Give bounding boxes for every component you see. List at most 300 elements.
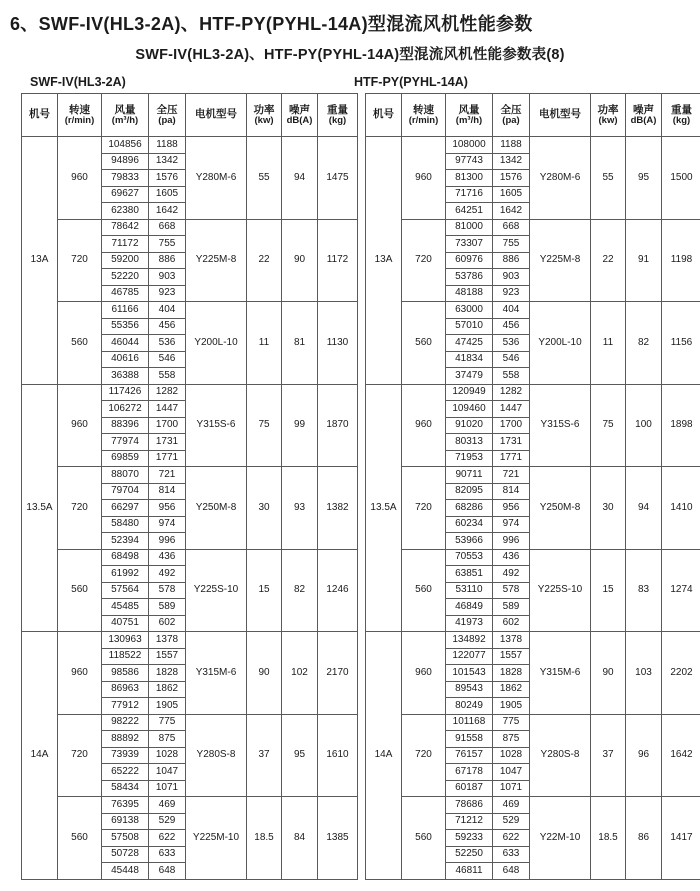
pressure-cell: 404 [493, 302, 530, 319]
col-header-weight-label: 重量 [671, 103, 692, 116]
col-header-speed-unit: (r/min) [408, 114, 439, 126]
airflow-cell: 60187 [446, 780, 493, 797]
weight-cell: 1417 [662, 797, 700, 880]
airflow-cell: 58480 [102, 516, 149, 533]
motor-cell: Y280M-6 [186, 137, 247, 220]
table-row [366, 797, 700, 814]
pressure-cell: 1731 [493, 434, 530, 451]
col-header-airflow-label: 风量 [458, 103, 480, 116]
speed-cell: 960 [402, 384, 446, 467]
pressure-cell: 875 [493, 731, 530, 748]
col-header-weight-label: 重量 [327, 103, 348, 116]
airflow-cell: 67178 [446, 764, 493, 781]
airflow-cell: 50728 [102, 846, 149, 863]
pressure-cell: 668 [149, 219, 186, 236]
model-cell: 13A [22, 137, 58, 385]
pressure-cell: 1828 [493, 665, 530, 682]
pressure-cell: 974 [493, 516, 530, 533]
pressure-cell: 1862 [493, 681, 530, 698]
speed-cell: 560 [402, 302, 446, 385]
model-cell: 13A [366, 137, 402, 385]
pressure-cell: 721 [493, 467, 530, 484]
power-cell: 55 [247, 137, 282, 220]
power-cell: 37 [247, 714, 282, 797]
motor-cell: Y200L-10 [186, 302, 247, 385]
airflow-cell: 88070 [102, 467, 149, 484]
col-header-noise-label: 噪声 [633, 103, 654, 116]
weight-cell: 1870 [318, 384, 358, 467]
pressure-cell: 1282 [493, 384, 530, 401]
noise-cell: 93 [282, 467, 318, 550]
pressure-cell: 1905 [149, 698, 186, 715]
airflow-cell: 53966 [446, 533, 493, 550]
table-row [22, 467, 358, 484]
pressure-cell: 436 [149, 549, 186, 566]
model-cell: 14A [22, 632, 58, 880]
airflow-cell: 62380 [102, 203, 149, 220]
power-cell: 18.5 [591, 797, 626, 880]
airflow-cell: 118522 [102, 648, 149, 665]
pressure-cell: 775 [493, 714, 530, 731]
airflow-cell: 46811 [446, 863, 493, 880]
pressure-cell: 648 [493, 863, 530, 880]
pressure-cell: 546 [149, 351, 186, 368]
airflow-cell: 94896 [102, 153, 149, 170]
table-row [22, 137, 358, 154]
airflow-cell: 46849 [446, 599, 493, 616]
pressure-cell: 721 [149, 467, 186, 484]
airflow-cell: 61166 [102, 302, 149, 319]
tables-container [21, 93, 693, 880]
col-header-pressure-label: 全压 [156, 103, 178, 116]
weight-cell: 1642 [662, 714, 700, 797]
header-row [22, 94, 358, 137]
pressure-cell: 1378 [149, 632, 186, 649]
weight-cell: 2170 [318, 632, 358, 715]
weight-cell: 1410 [662, 467, 700, 550]
pressure-cell: 529 [493, 813, 530, 830]
speed-cell: 560 [402, 797, 446, 880]
airflow-cell: 68286 [446, 500, 493, 517]
airflow-cell: 122077 [446, 648, 493, 665]
noise-cell: 99 [282, 384, 318, 467]
weight-cell: 2202 [662, 632, 700, 715]
airflow-cell: 41973 [446, 615, 493, 632]
pressure-cell: 886 [493, 252, 530, 269]
airflow-cell: 98222 [102, 714, 149, 731]
pressure-cell: 886 [149, 252, 186, 269]
airflow-cell: 88892 [102, 731, 149, 748]
pressure-cell: 1731 [149, 434, 186, 451]
airflow-cell: 52394 [102, 533, 149, 550]
weight-cell: 1130 [318, 302, 358, 385]
noise-cell: 84 [282, 797, 318, 880]
airflow-cell: 101543 [446, 665, 493, 682]
airflow-cell: 46785 [102, 285, 149, 302]
airflow-cell: 134892 [446, 632, 493, 649]
power-cell: 15 [591, 549, 626, 632]
col-header-airflow-label: 风量 [114, 103, 136, 116]
weight-cell: 1898 [662, 384, 700, 467]
pressure-cell: 546 [493, 351, 530, 368]
airflow-cell: 89543 [446, 681, 493, 698]
table-row [366, 219, 700, 236]
table-row [22, 714, 358, 731]
col-header-airflow-unit: (m³/h) [455, 114, 483, 126]
table-row [366, 467, 700, 484]
motor-cell: Y225S-10 [186, 549, 247, 632]
airflow-cell: 81300 [446, 170, 493, 187]
pressure-cell: 1700 [149, 417, 186, 434]
col-header-speed [402, 94, 446, 137]
airflow-cell: 80249 [446, 698, 493, 715]
motor-cell: Y315M-6 [530, 632, 591, 715]
airflow-cell: 77912 [102, 698, 149, 715]
airflow-cell: 80313 [446, 434, 493, 451]
table-row [366, 632, 700, 649]
table-row [22, 302, 358, 319]
airflow-cell: 57508 [102, 830, 149, 847]
col-header-motor-label: 电机型号 [195, 108, 237, 121]
col-header-speed [58, 94, 102, 137]
col-header-speed-unit: (r/min) [64, 114, 95, 126]
airflow-cell: 53110 [446, 582, 493, 599]
pressure-cell: 529 [149, 813, 186, 830]
motor-cell: Y22M-10 [530, 797, 591, 880]
airflow-cell: 71953 [446, 450, 493, 467]
table-row [22, 549, 358, 566]
airflow-cell: 120949 [446, 384, 493, 401]
power-cell: 22 [247, 219, 282, 302]
speed-cell: 720 [402, 219, 446, 302]
pressure-cell: 1071 [149, 780, 186, 797]
swf-iv-table [21, 93, 358, 880]
power-cell: 11 [591, 302, 626, 385]
col-header-pressure [493, 94, 530, 137]
pressure-cell: 875 [149, 731, 186, 748]
airflow-cell: 57010 [446, 318, 493, 335]
airflow-cell: 40616 [102, 351, 149, 368]
col-header-motor [186, 94, 247, 137]
weight-cell: 1610 [318, 714, 358, 797]
table-row [22, 219, 358, 236]
pressure-cell: 956 [493, 500, 530, 517]
pressure-cell: 622 [149, 830, 186, 847]
pressure-cell: 1828 [149, 665, 186, 682]
pressure-cell: 923 [493, 285, 530, 302]
pressure-cell: 404 [149, 302, 186, 319]
pressure-cell: 1771 [149, 450, 186, 467]
pressure-cell: 622 [493, 830, 530, 847]
airflow-cell: 59200 [102, 252, 149, 269]
power-cell: 11 [247, 302, 282, 385]
airflow-cell: 45448 [102, 863, 149, 880]
speed-cell: 720 [58, 467, 102, 550]
col-header-weight-unit: (kg) [672, 114, 691, 126]
col-header-motor [530, 94, 591, 137]
noise-cell: 102 [282, 632, 318, 715]
speed-cell: 720 [402, 714, 446, 797]
pressure-cell: 1862 [149, 681, 186, 698]
airflow-cell: 104856 [102, 137, 149, 154]
col-header-noise [626, 94, 662, 137]
speed-cell: 560 [58, 302, 102, 385]
airflow-cell: 55356 [102, 318, 149, 335]
airflow-cell: 36388 [102, 368, 149, 385]
airflow-cell: 57564 [102, 582, 149, 599]
airflow-cell: 91558 [446, 731, 493, 748]
pressure-cell: 456 [493, 318, 530, 335]
power-cell: 37 [591, 714, 626, 797]
pressure-cell: 1605 [493, 186, 530, 203]
noise-cell: 103 [626, 632, 662, 715]
motor-cell: Y280S-8 [530, 714, 591, 797]
pressure-cell: 558 [493, 368, 530, 385]
col-header-pressure-unit: (pa) [502, 114, 520, 126]
col-header-weight-unit: (kg) [328, 114, 347, 126]
weight-cell: 1274 [662, 549, 700, 632]
pressure-cell: 1700 [493, 417, 530, 434]
pressure-cell: 1557 [493, 648, 530, 665]
airflow-cell: 73307 [446, 236, 493, 253]
speed-cell: 560 [58, 549, 102, 632]
power-cell: 30 [591, 467, 626, 550]
pressure-cell: 1047 [493, 764, 530, 781]
col-header-weight [662, 94, 700, 137]
airflow-cell: 37479 [446, 368, 493, 385]
airflow-cell: 69859 [102, 450, 149, 467]
speed-cell: 960 [58, 137, 102, 220]
airflow-cell: 45485 [102, 599, 149, 616]
airflow-cell: 106272 [102, 401, 149, 418]
airflow-cell: 71212 [446, 813, 493, 830]
power-cell: 90 [247, 632, 282, 715]
pressure-cell: 1282 [149, 384, 186, 401]
noise-cell: 86 [626, 797, 662, 880]
motor-cell: Y315S-6 [186, 384, 247, 467]
airflow-cell: 98586 [102, 665, 149, 682]
pressure-cell: 492 [149, 566, 186, 583]
pressure-cell: 1447 [493, 401, 530, 418]
airflow-cell: 58434 [102, 780, 149, 797]
pressure-cell: 536 [149, 335, 186, 352]
speed-cell: 960 [402, 632, 446, 715]
power-cell: 75 [591, 384, 626, 467]
airflow-cell: 76157 [446, 747, 493, 764]
noise-cell: 95 [626, 137, 662, 220]
pressure-cell: 589 [493, 599, 530, 616]
airflow-cell: 52220 [102, 269, 149, 286]
col-header-motor-label: 电机型号 [539, 108, 581, 121]
airflow-cell: 117426 [102, 384, 149, 401]
col-header-noise-unit: dB(A) [286, 114, 313, 126]
weight-cell: 1385 [318, 797, 358, 880]
airflow-cell: 81000 [446, 219, 493, 236]
noise-cell: 82 [626, 302, 662, 385]
noise-cell: 95 [282, 714, 318, 797]
power-cell: 18.5 [247, 797, 282, 880]
speed-cell: 960 [402, 137, 446, 220]
airflow-cell: 47425 [446, 335, 493, 352]
airflow-cell: 68498 [102, 549, 149, 566]
pressure-cell: 1576 [493, 170, 530, 187]
airflow-cell: 69627 [102, 186, 149, 203]
airflow-cell: 70553 [446, 549, 493, 566]
pressure-cell: 436 [493, 549, 530, 566]
table-row [366, 549, 700, 566]
pressure-cell: 633 [493, 846, 530, 863]
table-row [366, 137, 700, 154]
airflow-cell: 64251 [446, 203, 493, 220]
airflow-cell: 88396 [102, 417, 149, 434]
pressure-cell: 996 [493, 533, 530, 550]
pressure-cell: 1642 [149, 203, 186, 220]
pressure-cell: 1342 [149, 153, 186, 170]
col-header-noise [282, 94, 318, 137]
airflow-cell: 66297 [102, 500, 149, 517]
table-row [22, 384, 358, 401]
airflow-cell: 71716 [446, 186, 493, 203]
pressure-cell: 469 [493, 797, 530, 814]
speed-cell: 720 [402, 467, 446, 550]
motor-cell: Y280M-6 [530, 137, 591, 220]
col-header-pressure-unit: (pa) [158, 114, 176, 126]
model-cell: 13.5A [22, 384, 58, 632]
col-header-noise-unit: dB(A) [630, 114, 657, 126]
noise-cell: 94 [282, 137, 318, 220]
airflow-cell: 77974 [102, 434, 149, 451]
pressure-cell: 558 [149, 368, 186, 385]
pressure-cell: 578 [149, 582, 186, 599]
power-cell: 15 [247, 549, 282, 632]
pressure-cell: 456 [149, 318, 186, 335]
airflow-cell: 82095 [446, 483, 493, 500]
noise-cell: 100 [626, 384, 662, 467]
col-header-model-label: 机号 [29, 108, 50, 121]
airflow-cell: 101168 [446, 714, 493, 731]
pressure-cell: 755 [493, 236, 530, 253]
pressure-cell: 602 [493, 615, 530, 632]
pressure-cell: 974 [149, 516, 186, 533]
airflow-cell: 63000 [446, 302, 493, 319]
pressure-cell: 1028 [493, 747, 530, 764]
noise-cell: 96 [626, 714, 662, 797]
pressure-cell: 903 [493, 269, 530, 286]
power-cell: 55 [591, 137, 626, 220]
airflow-cell: 79833 [102, 170, 149, 187]
motor-cell: Y225M-8 [530, 219, 591, 302]
weight-cell: 1475 [318, 137, 358, 220]
motor-cell: Y280S-8 [186, 714, 247, 797]
noise-cell: 82 [282, 549, 318, 632]
airflow-cell: 65222 [102, 764, 149, 781]
col-header-power [591, 94, 626, 137]
table-captions [30, 75, 678, 89]
speed-cell: 560 [58, 797, 102, 880]
left-table-caption: SWF-IV(HL3-2A) [30, 75, 126, 89]
motor-cell: Y200L-10 [530, 302, 591, 385]
col-header-model-label: 机号 [373, 108, 394, 121]
weight-cell: 1198 [662, 219, 700, 302]
airflow-cell: 48188 [446, 285, 493, 302]
col-header-power [247, 94, 282, 137]
col-header-power-label: 功率 [253, 103, 275, 116]
page-title: 6、SWF-IV(HL3-2A)、HTF-PY(PYHL-14A)型混流风机性能参数 [10, 14, 533, 34]
model-cell: 13.5A [366, 384, 402, 632]
col-header-airflow [102, 94, 149, 137]
airflow-cell: 40751 [102, 615, 149, 632]
pressure-cell: 536 [493, 335, 530, 352]
col-header-model [22, 94, 58, 137]
airflow-cell: 130963 [102, 632, 149, 649]
motor-cell: Y225M-10 [186, 797, 247, 880]
airflow-cell: 53786 [446, 269, 493, 286]
weight-cell: 1382 [318, 467, 358, 550]
pressure-cell: 1557 [149, 648, 186, 665]
pressure-cell: 633 [149, 846, 186, 863]
pressure-cell: 1447 [149, 401, 186, 418]
col-header-pressure [149, 94, 186, 137]
pressure-cell: 996 [149, 533, 186, 550]
noise-cell: 83 [626, 549, 662, 632]
page-subtitle: SWF-IV(HL3-2A)、HTF-PY(PYHL-14A)型混流风机性能参数表(8) [135, 47, 565, 63]
weight-cell: 1500 [662, 137, 700, 220]
pressure-cell: 648 [149, 863, 186, 880]
airflow-cell: 60234 [446, 516, 493, 533]
pressure-cell: 1071 [493, 780, 530, 797]
speed-cell: 960 [58, 632, 102, 715]
pressure-cell: 923 [149, 285, 186, 302]
power-cell: 30 [247, 467, 282, 550]
col-header-airflow [446, 94, 493, 137]
header-row [366, 94, 700, 137]
motor-cell: Y250M-8 [530, 467, 591, 550]
speed-cell: 560 [402, 549, 446, 632]
airflow-cell: 97743 [446, 153, 493, 170]
right-table-caption: HTF-PY(PYHL-14A) [354, 75, 468, 89]
weight-cell: 1156 [662, 302, 700, 385]
airflow-cell: 109460 [446, 401, 493, 418]
motor-cell: Y225S-10 [530, 549, 591, 632]
motor-cell: Y225M-8 [186, 219, 247, 302]
airflow-cell: 73939 [102, 747, 149, 764]
airflow-cell: 91020 [446, 417, 493, 434]
table-row [366, 384, 700, 401]
airflow-cell: 79704 [102, 483, 149, 500]
pressure-cell: 492 [493, 566, 530, 583]
airflow-cell: 69138 [102, 813, 149, 830]
motor-cell: Y250M-8 [186, 467, 247, 550]
noise-cell: 91 [626, 219, 662, 302]
noise-cell: 81 [282, 302, 318, 385]
col-header-airflow-unit: (m³/h) [111, 114, 139, 126]
col-header-power-unit: (kw) [254, 114, 274, 126]
col-header-noise-label: 噪声 [289, 103, 310, 116]
speed-cell: 720 [58, 219, 102, 302]
airflow-cell: 63851 [446, 566, 493, 583]
col-header-speed-label: 转速 [69, 103, 90, 116]
pressure-cell: 903 [149, 269, 186, 286]
pressure-cell: 1605 [149, 186, 186, 203]
pressure-cell: 956 [149, 500, 186, 517]
pressure-cell: 1188 [149, 137, 186, 154]
pressure-cell: 1047 [149, 764, 186, 781]
table-row [366, 302, 700, 319]
power-cell: 90 [591, 632, 626, 715]
pressure-cell: 755 [149, 236, 186, 253]
motor-cell: Y315S-6 [530, 384, 591, 467]
model-cell: 14A [366, 632, 402, 880]
